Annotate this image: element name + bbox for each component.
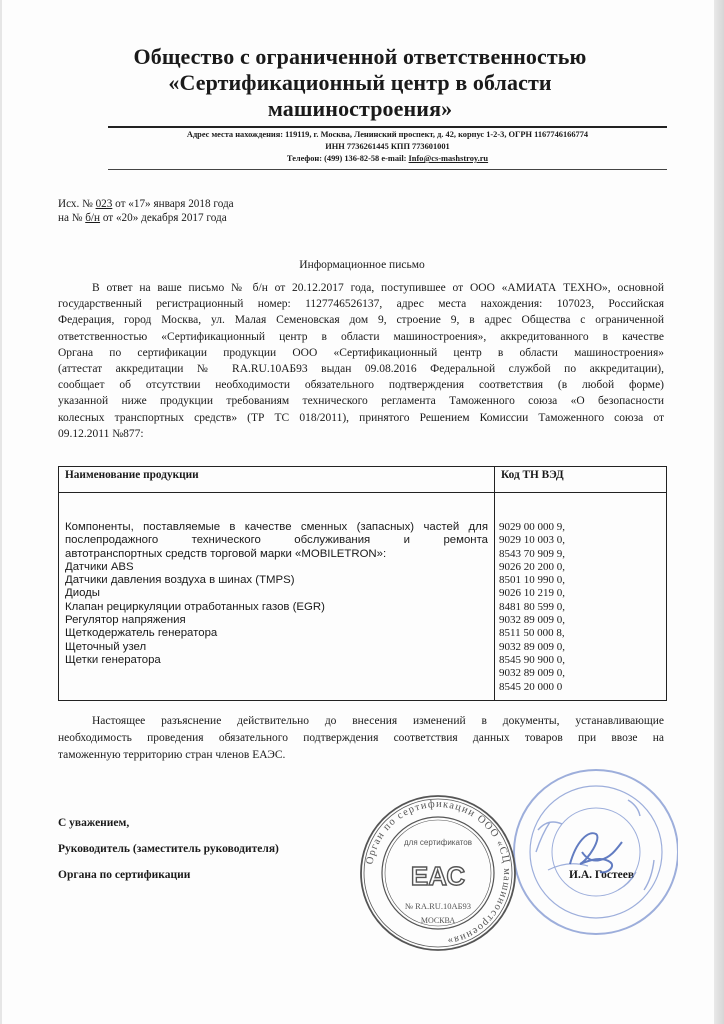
signer-name: И.А. Гостеев	[569, 869, 635, 881]
hs-code: 9032 89 009 0,	[499, 640, 565, 653]
body-line: (аттестат аккредитации № RA.RU.10АБ93 выдан 09.08.2016 Федеральной службой по аккредитации),	[58, 363, 664, 376]
hs-code: 9026 20 200 0,	[499, 560, 565, 573]
letterhead-contacts	[108, 129, 667, 165]
body-line: ответственностью «Сертификационный центр в области машиностроения», аккредитованного в качестве	[58, 330, 664, 343]
product-intro-line: автотранспортных средств торговой марки «MOBILETRON»:	[65, 547, 387, 560]
incoming-date: от «20» декабря 2017 года	[100, 212, 227, 224]
page-left-edge	[0, 0, 2, 1024]
product-item: Регулятор напряжения	[65, 614, 186, 627]
outgoing-prefix: Исх. №	[58, 198, 96, 210]
incoming-prefix: на №	[58, 212, 86, 224]
body-line: 09.12.2011 №877:	[58, 427, 144, 440]
body-line: указанной ниже продукции требованиям технического регламента Таможенного союза «О безопасности	[58, 395, 664, 408]
hs-code: 8481 80 599 0,	[499, 600, 565, 613]
body-line: сообщает об отсутствии необходимости обязательного подтверждения соответствия (в любой форме)	[58, 379, 664, 392]
hs-code: 9026 10 219 0,	[499, 587, 565, 600]
product-item: Щетки генератора	[65, 653, 161, 666]
stamp-city: МОСКВА	[420, 916, 456, 925]
product-item: Клапан рециркуляции отработанных газов (EGR)	[65, 600, 325, 613]
product-names-cell	[59, 493, 495, 701]
header-product-name: Наименование продукции	[59, 467, 495, 493]
hs-code: 9032 89 009 0,	[499, 667, 565, 680]
stamp-reg-number: № RA.RU.10АБ93	[404, 901, 472, 911]
hs-code: 8501 10 990 0,	[499, 574, 565, 587]
product-item: Датчики давления воздуха в шинах (TMPS)	[65, 574, 295, 587]
validity-line: таможенную территорию стран членов ЕАЭС.	[58, 749, 286, 761]
org-title-line: машиностроения»	[267, 96, 453, 121]
hs-code: 9032 89 009 0,	[499, 614, 565, 627]
letterhead-rule-top	[108, 126, 667, 128]
stamp-inner-text: для сертификатов	[403, 838, 473, 847]
table-row	[59, 493, 667, 701]
letter-heading: Информационное письмо	[299, 259, 425, 271]
validity-paragraph	[58, 713, 664, 764]
org-phone	[108, 153, 667, 165]
outgoing-reference	[58, 197, 234, 211]
org-title-line: Общество с ограниченной ответственностью	[133, 44, 587, 69]
hs-code: 8545 20 000 0	[499, 680, 563, 693]
product-item: Щеточный узел	[65, 640, 147, 653]
hs-code: 9029 00 000 9,	[499, 521, 565, 533]
phone-label: Телефон: (499) 136-82-58 e-mail:	[286, 154, 409, 163]
stamp-eac-mark: ЕАС	[410, 861, 466, 891]
email-link[interactable]: Info@cs-mashstroy.ru	[408, 154, 489, 163]
incoming-number: б/н	[85, 212, 101, 224]
organization-title	[60, 44, 660, 122]
table-header-row	[59, 467, 667, 493]
hs-code: 9029 10 003 0,	[499, 534, 565, 547]
reference-block	[58, 197, 234, 225]
product-item: Щеткодержатель генератора	[65, 627, 218, 640]
product-table	[58, 466, 667, 701]
certification-stamp-icon	[358, 793, 518, 953]
body-line: Федерация, город Москва, ул. Малая Семеновская дом 9, строение 9, в адрес Общества с ограниченной	[58, 314, 664, 327]
org-title-line: «Сертификационный центр в области	[168, 70, 552, 95]
hs-code: 8545 90 900 0,	[499, 653, 565, 666]
hs-codes-cell	[495, 493, 667, 701]
outgoing-number: 023	[95, 198, 113, 210]
signer-body: Органа по сертификации	[58, 869, 191, 881]
validity-line: необходимость проведения обязательного подтверждения соответствия данных товаров при ввозе на	[58, 732, 664, 744]
hs-code: 8543 70 909 9,	[499, 547, 565, 560]
product-item: Датчики ABS	[65, 560, 134, 573]
org-address: Адрес места нахождения: 119119, г. Москва, Ленинский проспект, д. 42, корпус 1-2-3, ОГРН 1167746166774	[186, 130, 589, 139]
signer-position: Руководитель (заместитель руководителя)	[58, 843, 279, 855]
header-hs-code: Код ТН ВЭД	[495, 467, 667, 493]
body-line: Органа по сертификации продукции ООО «Сертификационный центр в области машиностроения»	[58, 346, 664, 359]
body-line: колесных транспортных средств» (ТР ТС 018/2011), принятого Решением Комиссии Таможенного союза от	[58, 411, 664, 424]
org-inn: ИНН 7736261445 КПП 773601001	[325, 142, 450, 151]
body-line: государственный регистрационный номер: 1127746526137, адрес места нахождения: 107023, Российская	[58, 298, 664, 311]
incoming-reference	[58, 211, 234, 225]
stamp-ring-text: Орган по сертификации ООО «СЦ машиностроения»	[364, 798, 513, 947]
page-right-edge	[714, 0, 724, 1024]
product-intro-line: Компоненты, поставляемые в качестве сменных (запасных) частей для	[65, 521, 488, 533]
hs-code: 8511 50 000 8,	[499, 627, 565, 640]
outgoing-date: от «17» января 2018 года	[112, 198, 234, 210]
regards-text: С уважением,	[58, 817, 130, 829]
validity-line: Настоящее разъяснение действительно до внесения изменений в документы, устанавливающие	[92, 715, 664, 727]
product-item: Диоды	[65, 587, 100, 600]
letterhead-rule-bottom	[108, 169, 667, 170]
letter-body	[58, 280, 664, 442]
body-line: В ответ на ваше письмо № б/н от 20.12.2017 года, поступившее от ООО «АМИАТА ТЕХНО», основной	[92, 282, 664, 294]
product-intro-line: послепродажного технического обслуживания и ремонта	[65, 534, 488, 547]
